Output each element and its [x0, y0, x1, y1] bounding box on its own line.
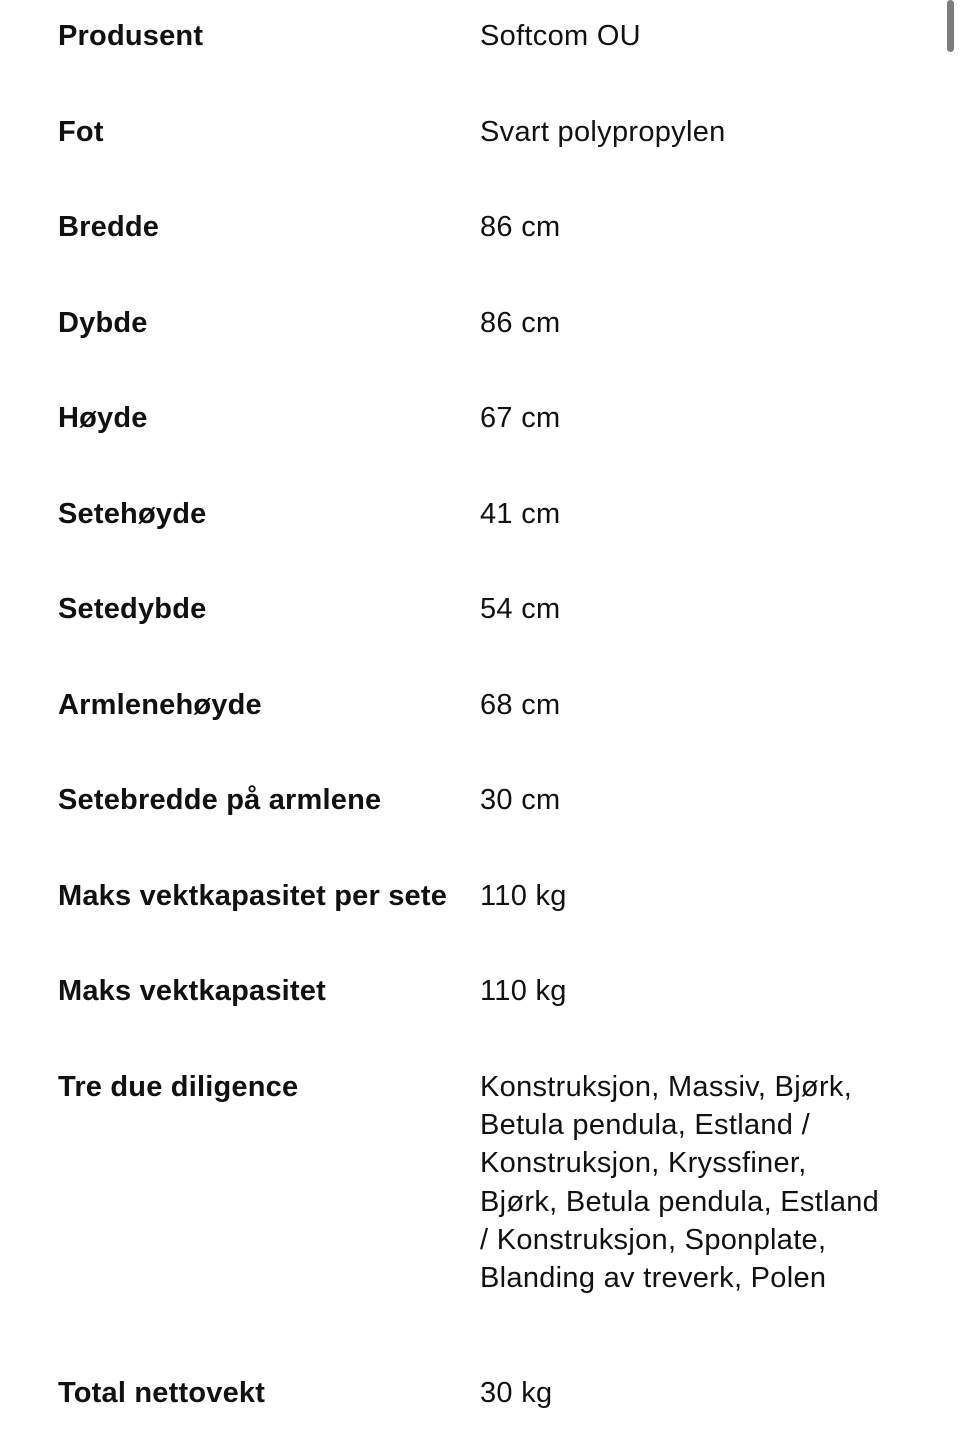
spec-label: Armlenehøyde: [58, 689, 262, 721]
spec-value: 86 cm: [480, 211, 561, 243]
spec-value: 54 cm: [480, 593, 561, 625]
spec-value: 110 kg: [480, 880, 567, 912]
spec-label: Høyde: [58, 402, 148, 434]
scrollbar-thumb[interactable]: [947, 0, 954, 52]
spec-label: Fot: [58, 116, 104, 148]
spec-value: 41 cm: [480, 498, 561, 530]
spec-label: Setedybde: [58, 593, 207, 625]
spec-label: Setehøyde: [58, 498, 207, 530]
spec-label: Tre due diligence: [58, 1071, 299, 1103]
spec-value: Konstruksjon, Massiv, Bjørk, Betula pendula, Estland / Konstruksjon, Kryssfiner, Bjørk, Betula pendula, Estland / Konstruksjon, Sponplate, Blanding av treverk, Polen: [480, 1071, 880, 1295]
spec-label: Maks vektkapasitet: [58, 975, 326, 1007]
spec-value: Svart polypropylen: [480, 116, 726, 148]
spec-value: 30 kg: [480, 1377, 553, 1409]
spec-value: 110 kg: [480, 975, 567, 1007]
spec-label: Produsent: [58, 20, 204, 52]
spec-label: Maks vektkapasitet per sete: [58, 880, 448, 912]
spec-value: 67 cm: [480, 402, 561, 434]
spec-value: 86 cm: [480, 307, 561, 339]
spec-value: 68 cm: [480, 689, 561, 721]
spec-label: Total nettovekt: [58, 1377, 266, 1409]
spec-label: Bredde: [58, 211, 160, 243]
spec-value: 30 cm: [480, 784, 561, 816]
spec-label: Setebredde på armlene: [58, 784, 382, 816]
spec-label: Dybde: [58, 307, 148, 339]
spec-value: Softcom OU: [480, 20, 641, 52]
